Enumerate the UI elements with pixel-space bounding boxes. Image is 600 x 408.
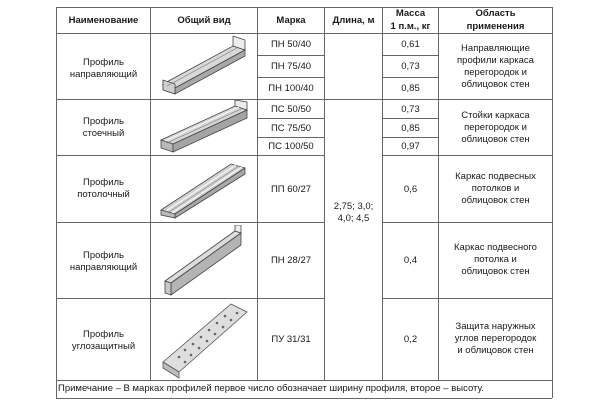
- row5-area-line2: углов перегородок: [454, 332, 537, 344]
- row5-name-line2: углозащитный: [71, 340, 136, 352]
- length-line2: 4,0; 4,5: [337, 212, 370, 224]
- note-border-bottom: [56, 398, 552, 399]
- row2-name-line2: стоечный: [82, 127, 125, 139]
- header-mass-line1: Масса: [395, 7, 426, 19]
- col-border: [552, 7, 553, 398]
- row2-area-line1: Стойки каркаса: [461, 109, 530, 121]
- row1-area-line2: профили каркаса: [457, 54, 534, 66]
- row1-mark2: ПН 75/40: [270, 61, 312, 72]
- row1-area-line3: перегородок и: [464, 66, 527, 78]
- row4-name-line1: Профиль: [82, 249, 124, 261]
- row2-area-line3: облицовок стен: [461, 133, 530, 145]
- row3-name-line1: Профиль: [82, 176, 124, 188]
- col-border: [150, 7, 151, 380]
- row3-area-line1: Каркас подвесных: [455, 170, 536, 182]
- ceiling-profile-image: [155, 158, 253, 220]
- length-line1: 2,75; 3,0;: [333, 200, 374, 212]
- table-note: Примечание – В марках профилей первое число обозначает ширину профиля, второе – высоту.: [58, 383, 484, 394]
- row5-name-line1: Профиль: [82, 328, 124, 340]
- row1-area-line1: Направляющие: [461, 42, 530, 54]
- col-border: [324, 7, 325, 380]
- header-mark: Марка: [276, 15, 306, 26]
- row4-area-line3: облицовок стен: [461, 265, 530, 277]
- row1-mark3: ПН 100/40: [268, 83, 314, 94]
- row3-area-line3: облицовок стен: [461, 194, 530, 206]
- row4-area-line1: Каркас подвесного: [454, 241, 537, 253]
- row5-mass: 0,2: [403, 334, 418, 345]
- row4-mark: ПН 28/27: [270, 255, 312, 266]
- row5-area-line3: и облицовок стен: [457, 344, 534, 356]
- row2-mass1: 0,73: [401, 103, 420, 115]
- row1-mass2: 0,73: [401, 61, 420, 72]
- row4-area-line2: потолка и: [474, 253, 517, 265]
- header-length: Длина, м: [332, 15, 375, 26]
- row2-mark2: ПС 75/50: [270, 122, 312, 134]
- row3-mark: ПП 60/27: [270, 183, 312, 195]
- corner-profile-image: [155, 300, 253, 379]
- row3-mass: 0,6: [403, 183, 418, 195]
- header-view: Общий вид: [177, 15, 231, 26]
- header-name: Наименование: [68, 15, 139, 26]
- row2-mark1: ПС 50/50: [270, 103, 312, 115]
- row2-area-line2: перегородок и: [464, 121, 527, 133]
- guide-profile-image: [155, 36, 253, 98]
- row4-mass: 0,4: [403, 255, 418, 266]
- row1-mass1: 0,61: [401, 39, 420, 50]
- row2-mass2: 0,85: [401, 122, 420, 134]
- row2-mass3: 0,97: [401, 141, 420, 152]
- header-mass-line2: 1 п.м., кг: [390, 20, 431, 32]
- row2-name-line1: Профиль: [82, 115, 124, 127]
- header-area-line1: Область: [475, 7, 516, 19]
- ceiling-guide-profile-image: [155, 225, 253, 297]
- row5-mark: ПУ 31/31: [271, 334, 311, 345]
- row5-area-line1: Защита наружных: [455, 320, 536, 332]
- row1-name-line1: Профиль: [82, 56, 124, 68]
- row2-mark3: ПС 100/50: [268, 141, 314, 152]
- stud-profile-image: [155, 100, 253, 154]
- row1-area-line4: облицовок стен: [461, 78, 530, 90]
- row3-name-line2: потолочный: [77, 188, 130, 200]
- row4-name-line2: направляющий: [69, 261, 138, 273]
- row1-name-line2: направляющий: [69, 68, 138, 80]
- row1-mass3: 0,85: [401, 83, 420, 94]
- header-area-line2: применения: [466, 20, 525, 32]
- row3-area-line2: потолков и: [471, 182, 520, 194]
- row1-mark1: ПН 50/40: [270, 39, 312, 50]
- table-border-bottom: [56, 380, 552, 381]
